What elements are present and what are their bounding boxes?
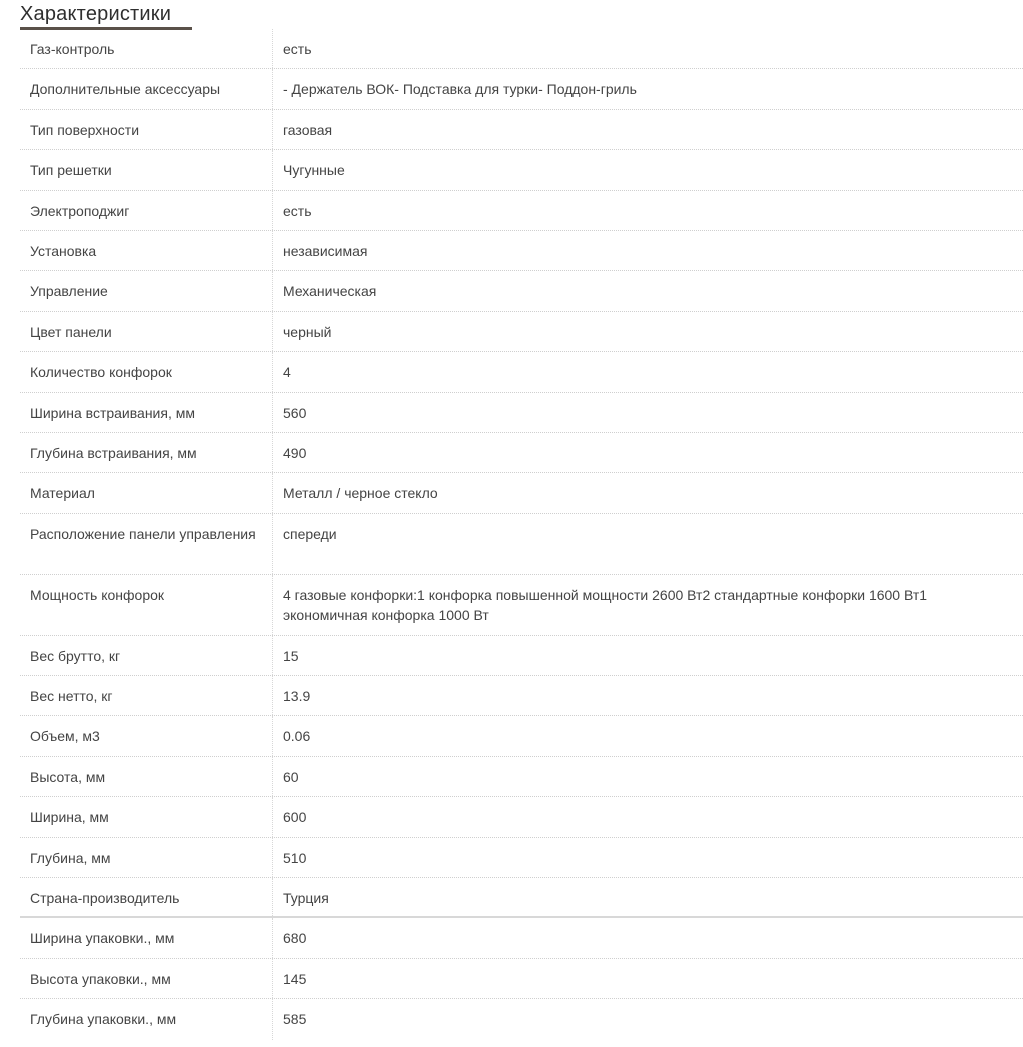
spec-value: 145 xyxy=(283,970,307,987)
spec-value: 4 газовые конфорки:1 конфорка повышенной мощности 2600 Вт2 стандартные конфорки 1600 Вт1 экономичная конфорка 1000 Вт xyxy=(283,586,928,623)
spec-name: Ширина встраивания, мм xyxy=(20,393,273,432)
spec-value: - Держатель ВОК- Подставка для турки- Поддон-гриль xyxy=(283,81,637,98)
spec-name: Мощность конфорок xyxy=(20,575,273,635)
spec-value: Металл / черное стекло xyxy=(283,485,438,502)
spec-value: Механическая xyxy=(283,283,377,300)
spec-row xyxy=(20,716,1023,756)
spec-row xyxy=(20,514,1023,575)
spec-value: 15 xyxy=(283,647,299,664)
spec-name: Газ-контроль xyxy=(20,29,273,68)
spec-name: Управление xyxy=(20,271,273,310)
spec-value: 680 xyxy=(283,930,307,947)
spec-row xyxy=(20,352,1023,392)
spec-value: газовая xyxy=(283,121,333,138)
spec-row xyxy=(20,271,1023,311)
spec-value: спереди xyxy=(283,525,337,542)
spec-name: Ширина, мм xyxy=(20,797,273,836)
spec-row xyxy=(20,636,1023,676)
spec-row xyxy=(20,999,1023,1039)
spec-value: черный xyxy=(283,323,332,340)
spec-name: Установка xyxy=(20,231,273,270)
spec-name: Глубина упаковки., мм xyxy=(20,999,273,1039)
spec-name: Глубина, мм xyxy=(20,838,273,877)
spec-name: Тип поверхности xyxy=(20,110,273,149)
spec-name: Глубина встраивания, мм xyxy=(20,433,273,472)
spec-row xyxy=(20,393,1023,433)
spec-value: Чугунные xyxy=(283,162,345,179)
spec-row xyxy=(20,473,1023,513)
spec-value: 585 xyxy=(283,1011,307,1028)
spec-name: Количество конфорок xyxy=(20,352,273,391)
spec-row xyxy=(20,231,1023,271)
spec-row xyxy=(20,838,1023,878)
spec-row xyxy=(20,797,1023,837)
spec-value: 510 xyxy=(283,849,307,866)
spec-name: Цвет панели xyxy=(20,312,273,351)
spec-value: 560 xyxy=(283,404,307,421)
spec-row xyxy=(20,878,1023,918)
spec-row xyxy=(20,575,1023,636)
spec-row xyxy=(20,150,1023,190)
spec-row xyxy=(20,191,1023,231)
spec-row xyxy=(20,312,1023,352)
spec-name: Ширина упаковки., мм xyxy=(20,918,273,957)
spec-value: есть xyxy=(283,202,312,219)
spec-name: Материал xyxy=(20,473,273,512)
spec-name: Вес нетто, кг xyxy=(20,676,273,715)
spec-row xyxy=(20,29,1023,69)
spec-value: 4 xyxy=(283,364,291,381)
spec-name: Электроподжиг xyxy=(20,191,273,230)
section-title: Характеристики xyxy=(20,3,172,25)
spec-value: независимая xyxy=(283,242,368,259)
spec-name: Объем, м3 xyxy=(20,716,273,755)
spec-value: 60 xyxy=(283,768,299,785)
spec-row xyxy=(20,69,1023,109)
spec-value: 490 xyxy=(283,444,307,461)
spec-row xyxy=(20,959,1023,999)
spec-value: Турция xyxy=(283,890,329,907)
spec-name: Тип решетки xyxy=(20,150,273,189)
spec-name: Вес брутто, кг xyxy=(20,636,273,675)
spec-name: Расположение панели управления xyxy=(20,514,273,574)
spec-row xyxy=(20,433,1023,473)
spec-value: 600 xyxy=(283,809,307,826)
spec-value: 13.9 xyxy=(283,688,311,705)
spec-name: Высота упаковки., мм xyxy=(20,959,273,998)
spec-row xyxy=(20,676,1023,716)
spec-row xyxy=(20,110,1023,150)
spec-row xyxy=(20,918,1023,958)
spec-name: Высота, мм xyxy=(20,757,273,796)
spec-row xyxy=(20,757,1023,797)
spec-value: есть xyxy=(283,41,312,57)
spec-name: Страна-производитель xyxy=(20,878,273,916)
spec-name: Дополнительные аксессуары xyxy=(20,69,273,108)
specs-table xyxy=(20,29,1023,1040)
spec-value: 0.06 xyxy=(283,728,311,745)
